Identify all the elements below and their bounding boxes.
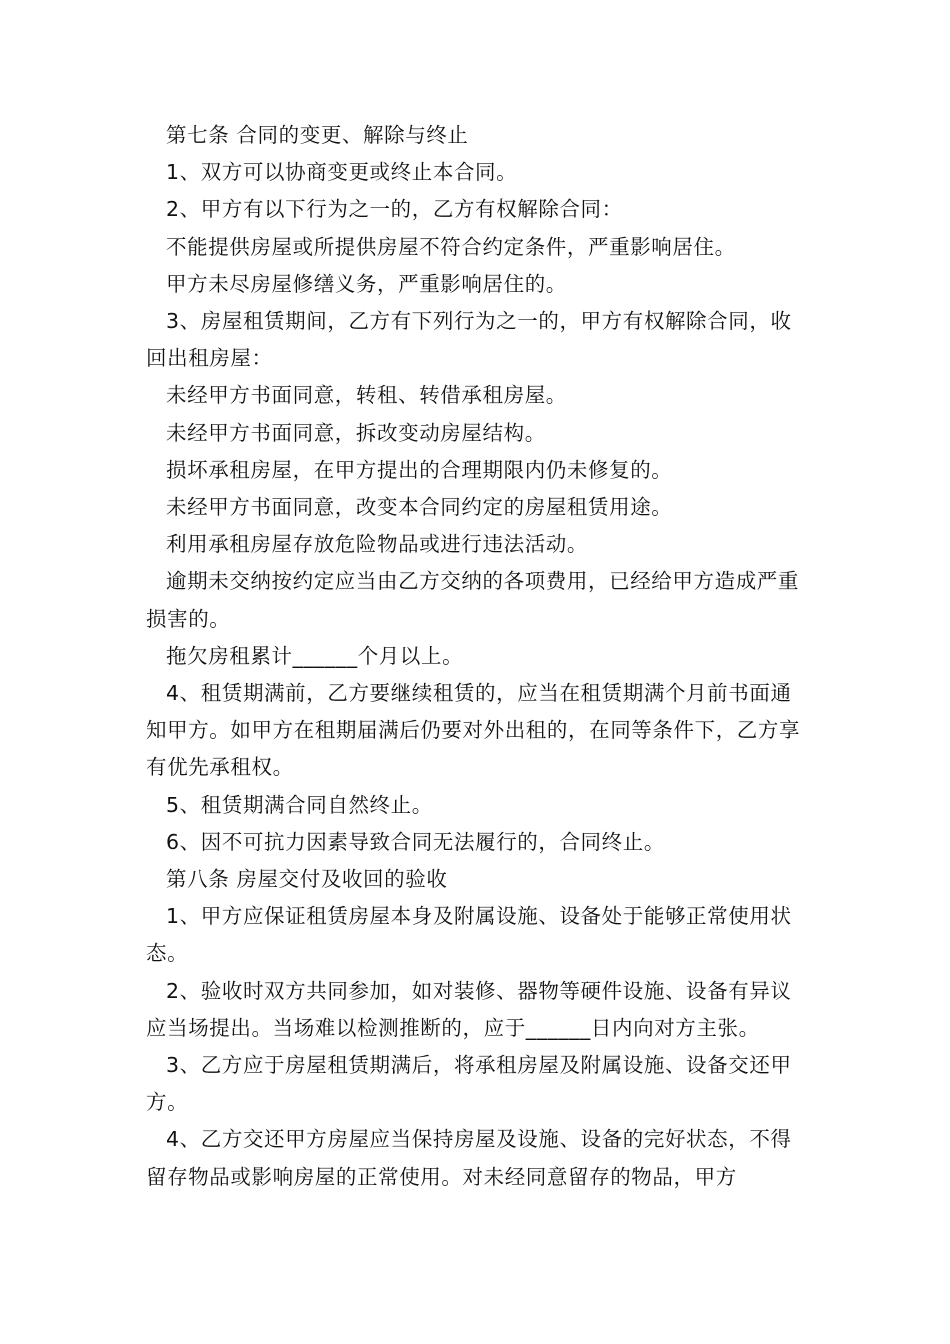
clause-7-2-item-2: 甲方未尽房屋修缮义务，严重影响居住的。 <box>166 271 567 296</box>
clause-7-2: 2、甲方有以下行为之一的，乙方有权解除合同： <box>166 197 623 222</box>
clause-8-4: 4、乙方交还甲方房屋应当保持房屋及设施、设备的完好状态，不得留存物品或影响房屋的正常使用。对未经同意留存的物品，甲方 <box>146 1127 792 1189</box>
clause-7-3-item-6: 逾期未交纳按约定应当由乙方交纳的各项费用，已经给甲方造成严重损害的。 <box>146 569 799 631</box>
clause-7-3-item-1: 未经甲方书面同意，转租、转借承租房屋。 <box>166 383 567 408</box>
clause-7-3-item-7: 拖欠房租累计______个月以上。 <box>166 643 464 668</box>
clause-7-1: 1、双方可以协商变更或终止本合同。 <box>166 160 518 185</box>
clause-8-2: 2、验收时双方共同参加，如对装修、器物等硬件设施、设备有异议应当场提出。当场难以检测推断的，应于______日内向对方主张。 <box>146 978 792 1040</box>
clause-7-3-item-4: 未经甲方书面同意，改变本合同约定的房屋租赁用途。 <box>166 495 673 520</box>
clause-7-3-item-5: 利用承租房屋存放危险物品或进行违法活动。 <box>166 532 588 557</box>
clause-7-3-item-2: 未经甲方书面同意，拆改变动房屋结构。 <box>166 420 546 445</box>
clause-7-3-item-3: 损坏承租房屋，在甲方提出的合理期限内仍未修复的。 <box>166 457 673 482</box>
clause-7-5: 5、租赁期满合同自然终止。 <box>166 792 433 817</box>
article-7-heading: 第七条 合同的变更、解除与终止 <box>166 123 469 147</box>
document-body <box>146 117 806 1196</box>
clause-7-4: 4、租赁期满前，乙方要继续租赁的，应当在租赁期满个月前书面通知甲方。如甲方在租期届满后仍要对外出租的，在同等条件下，乙方享有优先承租权。 <box>146 681 801 780</box>
clause-8-3: 3、乙方应于房屋租赁期满后，将承租房屋及附属设施、设备交还甲方。 <box>146 1053 792 1115</box>
clause-7-2-item-1: 不能提供房屋或所提供房屋不符合约定条件，严重影响居住。 <box>166 234 736 259</box>
article-8-heading: 第八条 房屋交付及收回的验收 <box>166 867 448 892</box>
clause-8-1: 1、甲方应保证租赁房屋本身及附属设施、设备处于能够正常使用状态。 <box>146 904 792 966</box>
clause-7-3: 3、房屋租赁期间，乙方有下列行为之一的，甲方有权解除合同，收回出租房屋： <box>146 309 792 371</box>
clause-7-6: 6、因不可抗力因素导致合同无法履行的，合同终止。 <box>166 829 665 854</box>
